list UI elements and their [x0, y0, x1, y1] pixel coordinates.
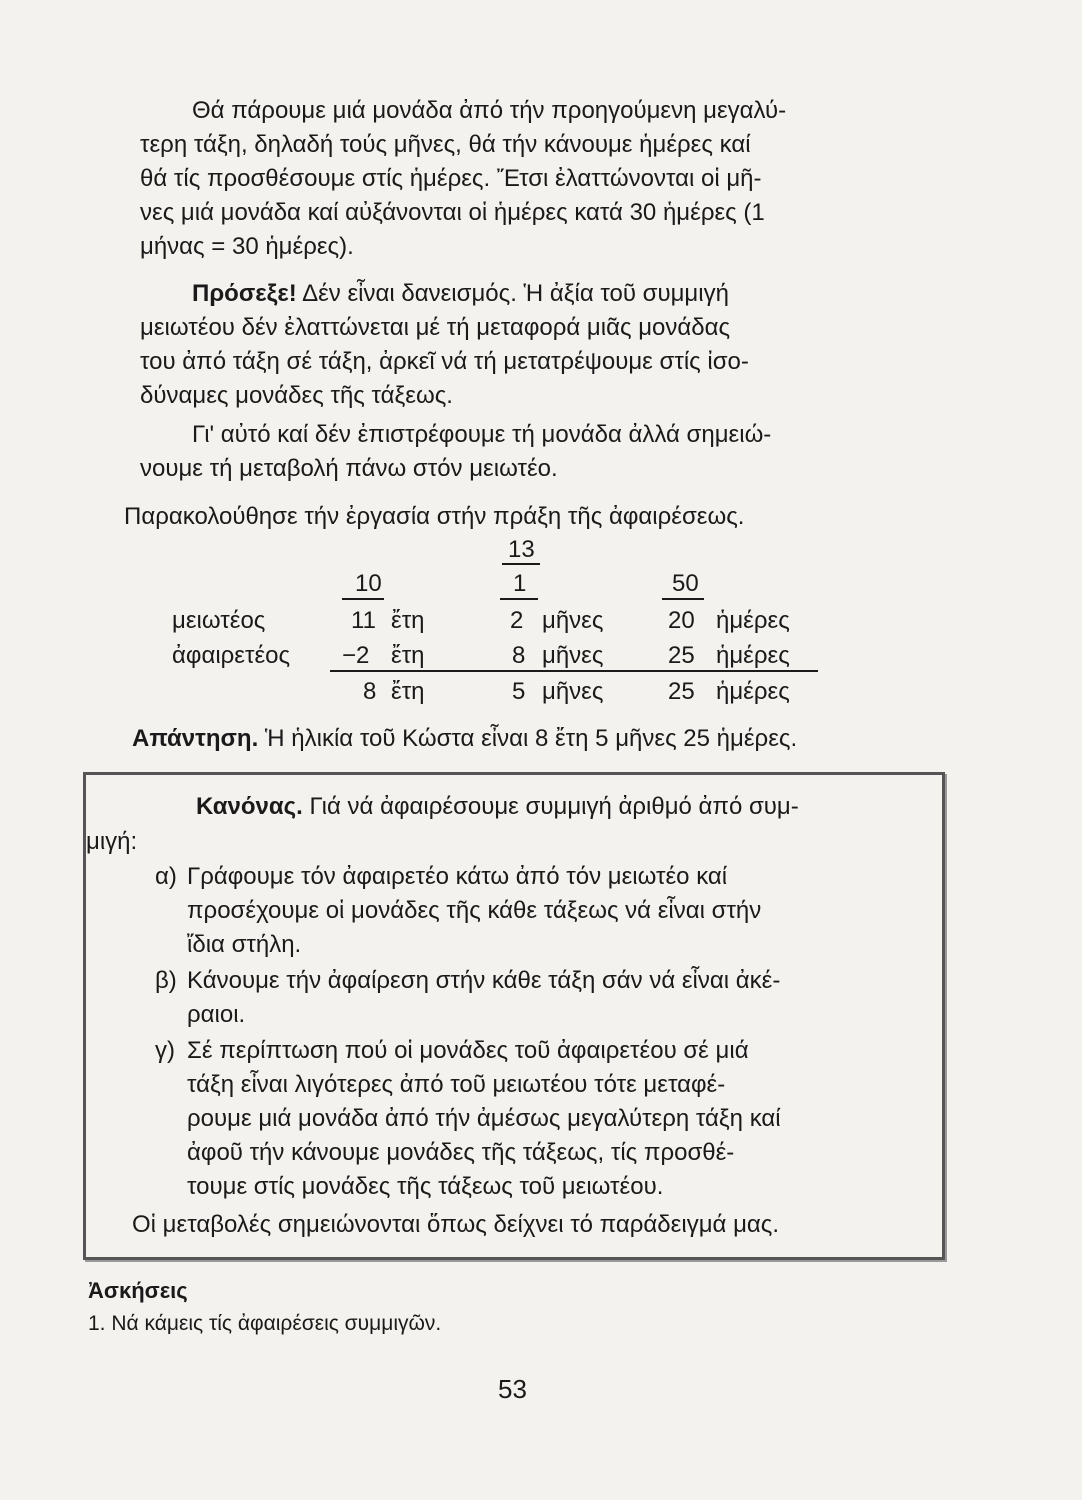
answer-label: Απάντηση.: [132, 725, 259, 752]
item-line: ἀφοῦ τήν κάνουμε μονάδες τῆς τάξεως, τίς προσθέ-: [187, 1139, 735, 1166]
item-marker: β): [155, 967, 177, 994]
rule-item-c: [155, 1034, 935, 1204]
minuend-days: 20: [668, 607, 695, 634]
intro-paragraph: [140, 94, 932, 128]
minuend-years-unit: ἔτη: [391, 607, 425, 634]
minuend-years: 11: [351, 607, 376, 634]
item-line: Κάνουμε τήν ἀφαίρεση στήν κάθε τάξη σάν νά εἶναι ἀκέ-: [187, 967, 781, 994]
exercises-title: Ἀσκήσεις: [88, 1278, 188, 1303]
item-marker: γ): [155, 1037, 175, 1064]
item-line: Γράφουμε τόν ἀφαιρετέο κάτω ἀπό τόν μειωτέο καί: [187, 863, 728, 890]
exercise-item: 1. Νά κάμεις τίς ἀφαιρέσεις συμμιγῶν.: [88, 1312, 442, 1335]
result-years-unit: ἔτη: [391, 678, 425, 705]
result-days-unit: ἡμέρες: [716, 678, 790, 705]
subtrahend-years: −2: [342, 642, 370, 669]
item-line: ρουμε μιά μονάδα ἀπό τήν ἀμέσως μεγαλύτερη τάξη καί: [187, 1105, 781, 1132]
caution-line: μειωτέου δέν ἐλαττώνεται μέ τή μεταφορά μιᾶς μονάδας: [140, 314, 731, 341]
result-years: 8: [363, 678, 377, 705]
carry-top-rule: [502, 563, 540, 565]
minuend-months: 2: [510, 607, 524, 634]
rule-intro-continued: μιγή:: [86, 828, 138, 855]
rule-intro-text: Γιά νά ἀφαιρέσουμε συμμιγή ἀριθμό ἀπό συμ-: [302, 793, 799, 820]
item-line: Σέ περίπτωση πού οἱ μονάδες τοῦ ἀφαιρετέου σέ μιά: [187, 1037, 749, 1064]
result-months-unit: μῆνες: [542, 678, 604, 705]
item-line: τάξη εἶναι λιγότερες ἀπό τοῦ μειωτέου τότε μεταφέ-: [187, 1071, 726, 1098]
answer-text: Ἡ ἡλικία τοῦ Κώστα εἶναι 8 ἔτη 5 μῆνες 25 ἡμέρες.: [258, 725, 798, 752]
intro-line: μήνας = 30 ἡμέρες).: [140, 233, 354, 260]
item-line: ραιοι.: [187, 1001, 246, 1028]
intro-line: Θά πάρουμε μιά μονάδα ἀπό τήν προηγούμενη μεγαλύ-: [192, 97, 787, 124]
carry-years: 10: [355, 570, 382, 597]
subtrahend-label: ἀφαιρετέος: [172, 642, 291, 669]
subtrahend-days-unit: ἡμέρες: [716, 642, 790, 669]
caution-label: Πρόσεξε!: [192, 280, 297, 307]
carry-months: 1: [513, 570, 527, 597]
note-line: νουμε τή μεταβολή πάνω στόν μειωτέο.: [140, 455, 558, 482]
intro-line: θά τίς προσθέσουμε στίς ἡμέρες. Ἔτσι ἐλαττώνονται οἱ μῆ-: [140, 165, 762, 192]
carry-months-rule: [500, 598, 538, 600]
rule-item-a: [155, 860, 935, 962]
rule-label: Κανόνας.: [196, 793, 303, 820]
answer-line: [132, 722, 932, 756]
minuend-label: μειωτέος: [172, 607, 266, 634]
subtrahend-days: 25: [668, 642, 695, 669]
caution-line: του ἀπό τάξη σέ τάξη, ἀρκεῖ νά τή μετατρέψουμε στίς ἰσο-: [140, 348, 749, 375]
carry-days: 50: [672, 570, 699, 597]
result-rule: [330, 670, 818, 672]
subtrahend-months-unit: μῆνες: [542, 642, 604, 669]
minuend-months-unit: μῆνες: [542, 607, 604, 634]
carry-top-value: 13: [508, 536, 535, 563]
follow-instruction: Παρακολούθησε τήν ἐργασία στήν πράξη τῆς ἀφαιρέσεως.: [124, 503, 745, 530]
caution-line: δύναμες μονάδες τῆς τάξεως.: [140, 382, 453, 409]
subtrahend-months: 8: [512, 642, 526, 669]
item-line: τουμε στίς μονάδες τῆς τάξεως τοῦ μειωτέου.: [187, 1173, 664, 1200]
item-line: ἴδια στήλη.: [187, 931, 302, 958]
minuend-days-unit: ἡμέρες: [716, 607, 790, 634]
carry-years-rule: [342, 598, 384, 600]
caution-text: Δέν εἶναι δανεισμός. Ἡ ἀξία τοῦ συμμιγή: [296, 280, 729, 307]
intro-line: νες μιά μονάδα καί αὐξάνονται οἱ ἡμέρες κατά 30 ἡμέρες (1: [140, 199, 765, 226]
page-number: 53: [498, 1374, 527, 1404]
caution-first-line: [192, 277, 932, 311]
item-marker: α): [155, 863, 177, 890]
result-days: 25: [668, 678, 695, 705]
item-line: προσέχουμε οἱ μονάδες τῆς κάθε τάξεως νά εἶναι στήν: [187, 897, 762, 924]
rule-closing: Οἱ μεταβολές σημειώνονται ὅπως δείχνει τό παράδειγμά μας.: [132, 1211, 780, 1238]
note-line: Γι' αὐτό καί δέν ἐπιστρέφουμε τή μονάδα ἀλλά σημειώ-: [192, 421, 772, 448]
carry-days-rule: [662, 598, 704, 600]
intro-line: τερη τάξη, δηλαδή τούς μῆνες, θά τήν κάνουμε ἡμέρες καί: [140, 131, 751, 158]
rule-intro-line: [196, 790, 934, 824]
result-months: 5: [512, 678, 526, 705]
rule-item-b: [155, 964, 935, 1032]
subtrahend-years-unit: ἔτη: [391, 642, 425, 669]
